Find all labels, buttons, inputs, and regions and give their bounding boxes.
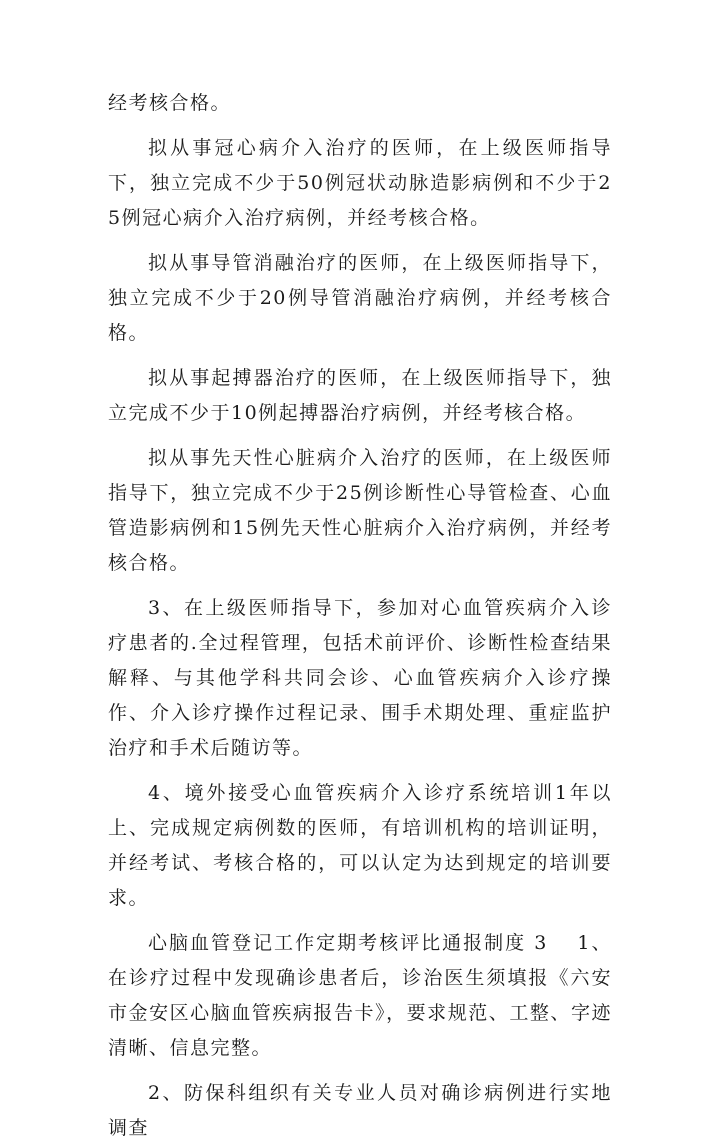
paragraph-7: 4、境外接受心血管疾病介入诊疗系统培训1年以上、完成规定病例数的医师，有培训机构的培训证明，并经考试、考核合格的，可以认定为达到规定的培训要求。 [108,782,612,909]
paragraph-9: 2、防保科组织有关专业人员对确诊病例进行实地调查 [108,1082,612,1139]
paragraph-4: 拟从事起搏器治疗的医师，在上级医师指导下，独立完成不少于10例起搏器治疗病例，并经考核合格。 [108,367,612,424]
paragraph-5: 拟从事先天性心脏病介入治疗的医师，在上级医师指导下，独立完成不少于25例诊断性心导管检查、心血管造影病例和15例先天性心脏病介入治疗病例，并经考核合格。 [108,447,612,574]
paragraph-1: 经考核合格。 [108,92,232,114]
paragraph-2: 拟从事冠心病介入治疗的医师，在上级医师指导下，独立完成不少于50例冠状动脉造影病例和不少于25例冠心病介入治疗病例，并经考核合格。 [108,137,612,229]
paragraph-6: 3、在上级医师指导下，参加对心血管疾病介入诊疗患者的.全过程管理，包括术前评价、诊断性检查结果解释、与其他学科共同会诊、心血管疾病介入诊疗操作、介入诊疗操作过程记录、围手术期处理、重症监护治疗和手术后随访等。 [108,597,612,759]
paragraph-3: 拟从事导管消融治疗的医师，在上级医师指导下，独立完成不少于20例导管消融治疗病例，并经考核合格。 [108,252,612,344]
paragraph-8: 心脑血管登记工作定期考核评比通报制度 3 1、在诊疗过程中发现确诊患者后，诊治医生须填报《六安市金安区心脑血管疾病报告卡》，要求规范、工整、字迹清晰、信息完整。 [108,932,612,1059]
